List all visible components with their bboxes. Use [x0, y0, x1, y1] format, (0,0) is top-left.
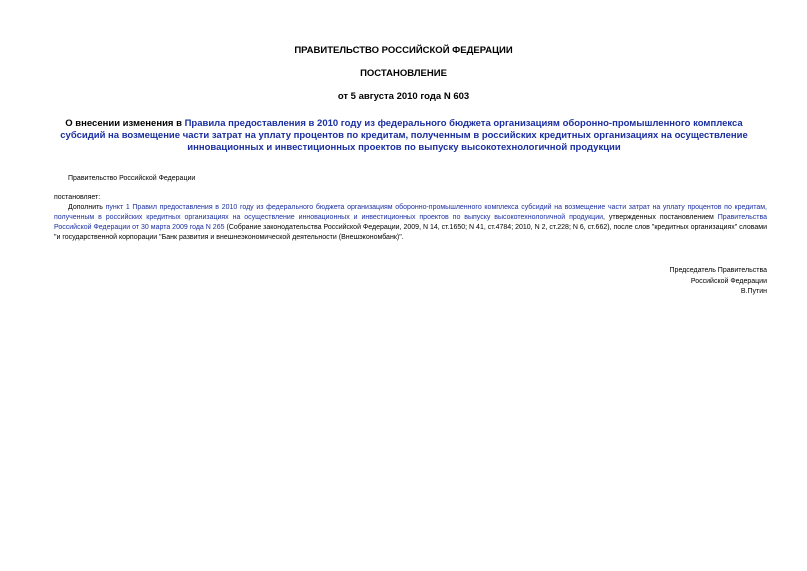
body-part-2: , утвержденных постановлением [603, 214, 718, 221]
title-prefix: О внесении изменения в [65, 118, 185, 129]
document-title [54, 118, 754, 154]
signature-title: Председатель Правительства [669, 267, 767, 274]
rules-item-link[interactable]: пункт 1 Правил предоставления в 2010 году из федерального бюджета организациям оборонно-промышленного комплекса субсидий на возмещение части затрат на уплату процентов по кредитам, полученным в российских кредитных организациях на осуществление инновационных и инвестиционных проектов по выпуску высокотехнологичной продукции [54, 204, 767, 221]
signature-block [670, 266, 767, 298]
signature-name: В.Путин [740, 288, 767, 295]
doc-type-heading: ПОСТАНОВЛЕНИЕ [360, 68, 447, 79]
title-rules-link[interactable]: Правила предоставления в 2010 году из федерального бюджета организациям оборонно-промышленного комплекса субсидий на возмещение части затрат на уплату процентов по кредитам, полученным в российских кредитных организациях на осуществление инновационных и инвестиционных проектов по выпуску высокотехнологичной продукции [60, 118, 748, 153]
issuer-text: Правительство Российской Федерации [68, 175, 196, 182]
signature-org: Российской Федерации [690, 277, 767, 285]
resolution-265-link[interactable]: Правительства Российской Федерации от 30 марта 2009 года N 265 [54, 214, 767, 231]
government-heading: ПРАВИТЕЛЬСТВО РОССИЙСКОЙ ФЕДЕРАЦИИ [294, 45, 513, 56]
body-part-1: Дополнить [68, 204, 106, 211]
body-part-3: (Собрание законодательства Российской Федерации, 2009, N 14, ст.1650; N 41, ст.4784; 2010, N 2, ст.228; N 6, ст.662), после слов "кредитных организациях" словами "и государственной корпорации "Банк развития и внешнеэкономической деятельности (Внешэкономбанк)". [54, 224, 767, 241]
date-number-heading: от 5 августа 2010 года N 603 [337, 91, 470, 102]
body-paragraph [54, 203, 767, 243]
decree-word: постановляет: [54, 194, 101, 201]
